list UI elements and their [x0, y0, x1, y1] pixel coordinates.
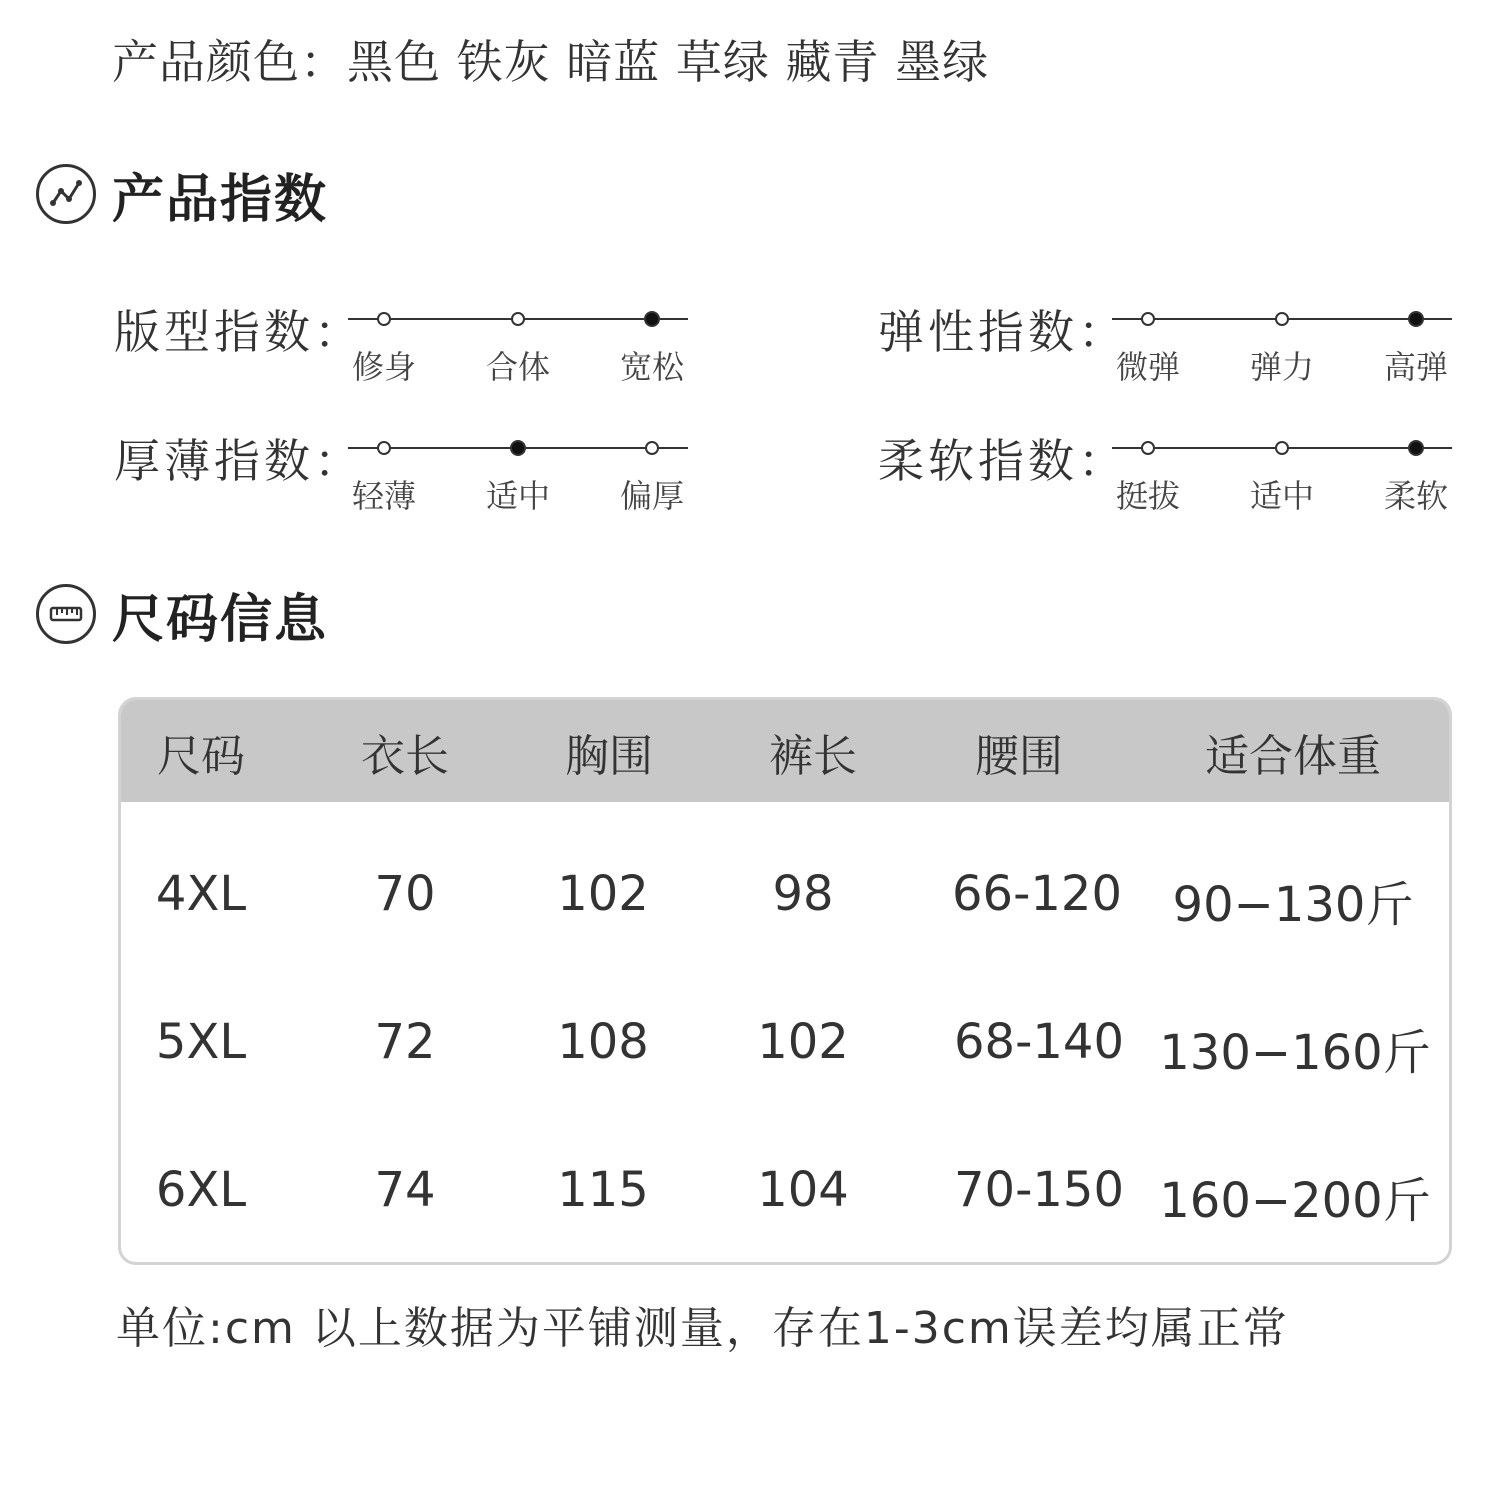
index-option-label: 轻薄	[351, 477, 417, 515]
size-info-header	[36, 582, 329, 650]
cell-top-length: 70	[374, 866, 436, 922]
cell-waist: 66-120	[951, 866, 1123, 922]
index-option-label: 挺拔	[1115, 477, 1181, 515]
cell-waist: 68-140	[953, 1014, 1125, 1070]
index-point-selected	[1409, 441, 1423, 455]
cell-top-length: 74	[374, 1162, 436, 1218]
index-option-label: 适中	[1249, 477, 1315, 515]
header-cell-waist: 腰围	[975, 731, 1063, 782]
index-point	[1276, 313, 1288, 325]
elasticity-index-label: 弹性指数：	[878, 305, 1128, 359]
softness-index	[878, 425, 1458, 535]
index-option-label: 合体	[485, 348, 551, 386]
index-point	[1142, 442, 1154, 454]
index-point	[1276, 442, 1288, 454]
index-scale	[114, 425, 694, 475]
header-cell-pants-length: 裤长	[769, 731, 857, 782]
size-info-title: 尺码信息	[112, 589, 329, 650]
index-option-label: 偏厚	[619, 477, 685, 515]
index-point	[1142, 313, 1154, 325]
header-cell-weight: 适合体重	[1205, 731, 1381, 782]
product-index-title: 产品指数	[112, 169, 329, 230]
index-option-label: 高弹	[1383, 348, 1449, 386]
cell-top-length: 72	[374, 1014, 436, 1070]
cell-chest: 108	[557, 1014, 649, 1070]
softness-index-label: 柔软指数：	[878, 434, 1128, 488]
fit-index-label: 版型指数：	[114, 305, 364, 359]
elasticity-index	[878, 296, 1458, 406]
index-point	[378, 313, 390, 325]
cell-weight: 90−130斤	[1172, 877, 1414, 933]
thickness-index-label: 厚薄指数：	[114, 434, 364, 488]
fit-index	[114, 296, 694, 406]
cell-size: 5XL	[155, 1014, 247, 1070]
size-table	[118, 697, 1452, 1265]
index-scale	[114, 296, 694, 346]
product-colors-text: 产品颜色：黑色 铁灰 暗蓝 草绿 藏青 墨绿	[112, 35, 990, 89]
header-cell-size: 尺码	[157, 731, 245, 782]
index-point	[512, 313, 524, 325]
index-scale	[878, 296, 1458, 346]
cell-weight: 160−200斤	[1159, 1173, 1431, 1229]
cell-chest: 102	[557, 866, 649, 922]
table-header-row	[121, 700, 1449, 802]
cell-pants-length: 98	[772, 866, 834, 922]
index-option-label: 宽松	[619, 348, 685, 386]
index-point-selected	[511, 441, 525, 455]
cell-pants-length: 102	[757, 1014, 849, 1070]
index-point	[378, 442, 390, 454]
cell-weight: 130−160斤	[1159, 1025, 1431, 1081]
index-point-selected	[1409, 312, 1423, 326]
index-option-label: 微弹	[1115, 348, 1181, 386]
index-option-label: 弹力	[1249, 348, 1315, 386]
thickness-index	[114, 425, 694, 535]
index-option-label: 适中	[485, 477, 551, 515]
cell-size: 6XL	[155, 1162, 247, 1218]
cell-waist: 70-150	[953, 1162, 1125, 1218]
index-point-selected	[645, 312, 659, 326]
cell-pants-length: 104	[757, 1162, 849, 1218]
ruler-icon	[36, 584, 96, 644]
header-cell-top-length: 衣长	[361, 731, 449, 782]
product-index-header	[36, 162, 329, 230]
cell-chest: 115	[557, 1162, 649, 1218]
measurement-note: 单位:cm 以上数据为平铺测量，存在1-3cm误差均属正常	[116, 1303, 1289, 1354]
trend-line-icon	[36, 164, 96, 224]
index-option-label: 柔软	[1383, 477, 1449, 515]
index-point	[646, 442, 658, 454]
index-scale	[878, 425, 1458, 475]
header-cell-chest: 胸围	[565, 731, 653, 782]
index-option-label: 修身	[351, 348, 417, 386]
cell-size: 4XL	[155, 866, 247, 922]
